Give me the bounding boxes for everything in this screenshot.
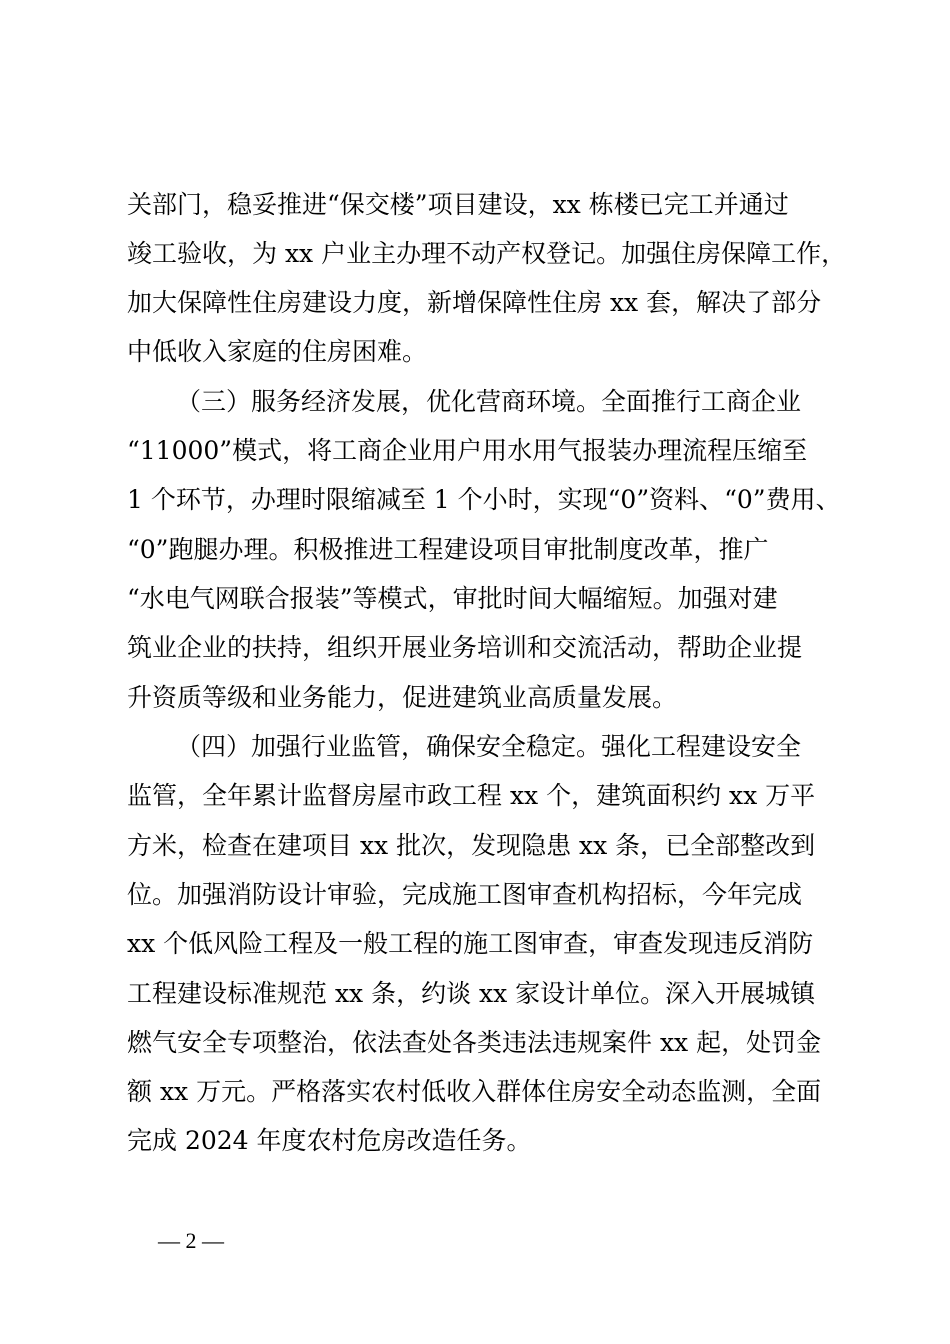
text-line: 工程建设标准规范 xx 条，约谈 xx 家设计单位。深入开展城镇 — [127, 979, 816, 1008]
text-line: 方米，检查在建项目 xx 批次，发现隐患 xx 条，已全部整改到 — [127, 831, 816, 860]
text-line: （三）服务经济发展，优化营商环境。全面推行工商企业 — [176, 387, 802, 416]
text-line: 1 个环节，办理时限缩减至 1 个小时，实现“0”资料、“0”费用、 — [127, 485, 841, 514]
text-line: 关部门，稳妥推进“保交楼”项目建设，xx 栋楼已完工并通过 — [127, 190, 789, 219]
text-line: 额 xx 万元。严格落实农村低收入群体住房安全动态监测，全面 — [127, 1077, 822, 1106]
text-line: 筑业企业的扶持，组织开展业务培训和交流活动，帮助企业提 — [127, 633, 803, 662]
text-line: “0”跑腿办理。积极推进工程建设项目审批制度改革，推广 — [127, 535, 769, 564]
text-line: 升资质等级和业务能力，促进建筑业高质量发展。 — [127, 683, 678, 712]
page-number: — 2 — — [158, 1228, 224, 1253]
text-line: 加大保障性住房建设力度，新增保障性住房 xx 套，解决了部分 — [127, 288, 822, 317]
text-line: “11000”模式，将工商企业用户用水用气报装办理流程压缩至 — [127, 436, 808, 465]
text-line: xx 个低风险工程及一般工程的施工图审查，审查发现违反消防 — [127, 929, 814, 958]
text-line: 竣工验收，为 xx 户业主办理不动产权登记。加强住房保障工作， — [127, 239, 847, 268]
text-line: 完成 2024 年度农村危房改造任务。 — [127, 1126, 532, 1155]
text-line: 中低收入家庭的住房困难。 — [127, 337, 428, 366]
text-line: 监管，全年累计监督房屋市政工程 xx 个，建筑面积约 xx 万平 — [127, 781, 816, 810]
text-line: 位。加强消防设计审验，完成施工图审查机构招标，今年完成 — [127, 880, 803, 909]
text-line: （四）加强行业监管，确保安全稳定。强化工程建设安全 — [176, 732, 802, 761]
text-line: “水电气网联合报装”等模式，审批时间大幅缩短。加强对建 — [127, 584, 778, 613]
text-line: 燃气安全专项整治，依法查处各类违法违规案件 xx 起，处罚金 — [127, 1028, 822, 1057]
